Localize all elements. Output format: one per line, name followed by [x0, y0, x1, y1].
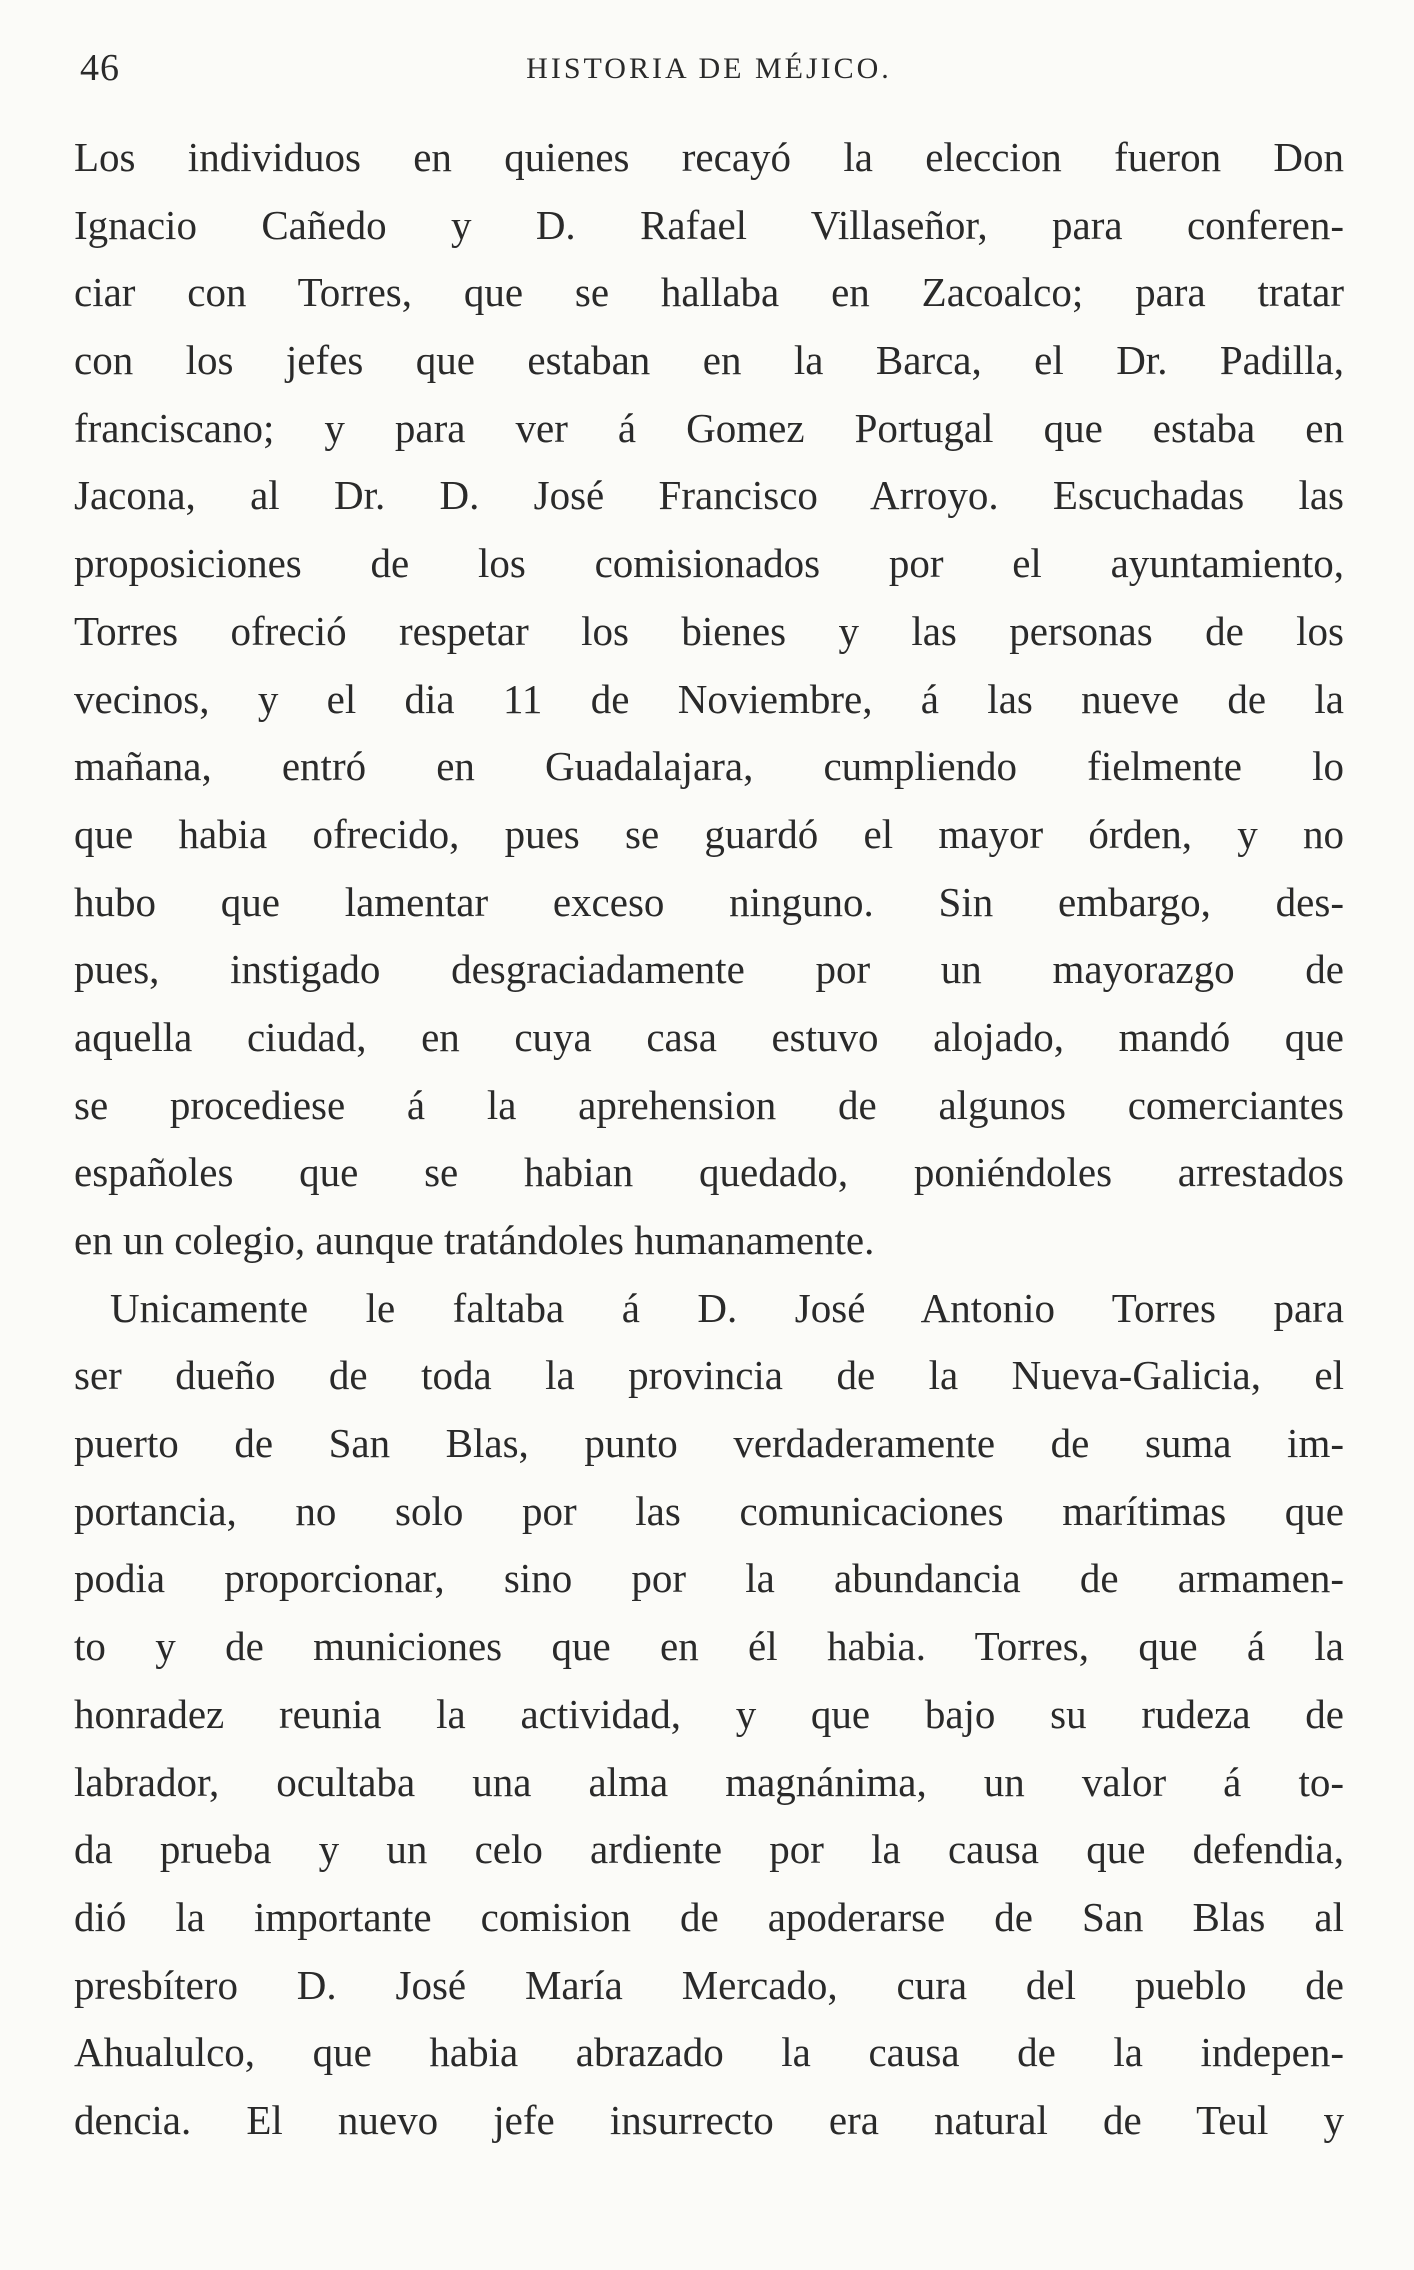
text-line: proposiciones de los comisionados por el ayuntamiento,	[74, 540, 1344, 587]
body-text	[74, 124, 1344, 2155]
text-line: dió la importante comision de apoderarse de San Blas al	[74, 1893, 1344, 1940]
text-line: Jacona, al Dr. D. José Francisco Arroyo. Escuchadas las	[74, 472, 1344, 519]
text-line: españoles que se habian quedado, poniéndoles arrestados	[74, 1149, 1344, 1196]
text-line: ser dueño de toda la provincia de la Nueva-Galicia, el	[74, 1352, 1344, 1399]
page-number: 46	[80, 47, 120, 89]
text-line: portancia, no solo por las comunicaciones marítimas que	[74, 1487, 1344, 1534]
text-line: hubo que lamentar exceso ninguno. Sin embargo, des-	[74, 878, 1344, 925]
text-line: con los jefes que estaban en la Barca, el Dr. Padilla,	[74, 337, 1344, 384]
text-line: honradez reunia la actividad, y que bajo su rudeza de	[74, 1690, 1344, 1737]
text-line: puerto de San Blas, punto verdaderamente de suma im-	[74, 1420, 1344, 1467]
text-line: Los individuos en quienes recayó la eleccion fueron Don	[74, 134, 1344, 180]
running-title: HISTORIA DE MÉJICO.	[526, 52, 892, 85]
text-line: Ahualulco, que habia abrazado la causa de la indepen-	[74, 2029, 1344, 2076]
text-line: Torres ofreció respetar los bienes y las personas de los	[74, 607, 1344, 654]
paragraph-start-line: Unicamente le faltaba á D. José Antonio Torres para	[110, 1284, 1344, 1331]
text-line: da prueba y un celo ardiente por la causa que defendia,	[74, 1826, 1344, 1873]
text-line: dencia. El nuevo jefe insurrecto era natural de Teul y	[74, 2096, 1344, 2143]
text-line: franciscano; y para ver á Gomez Portugal que estaba en	[74, 404, 1344, 451]
page-header	[74, 46, 1344, 89]
text-line: to y de municiones que en él habia. Torres, que á la	[74, 1623, 1344, 1670]
book-page	[74, 46, 1344, 2246]
text-line: vecinos, y el dia 11 de Noviembre, á las nueve de la	[74, 675, 1344, 722]
text-line: aquella ciudad, en cuya casa estuvo alojado, mandó que	[74, 1013, 1344, 1060]
text-line: pues, instigado desgraciadamente por un mayorazgo de	[74, 946, 1344, 993]
text-line: Ignacio Cañedo y D. Rafael Villaseñor, para conferen-	[74, 201, 1344, 248]
text-line: ciar con Torres, que se hallaba en Zacoalco; para tratar	[74, 269, 1344, 316]
text-line: presbítero D. José María Mercado, cura del pueblo de	[74, 1961, 1344, 2008]
text-line: se procediese á la aprehension de algunos comerciantes	[74, 1081, 1344, 1128]
paragraph-end-line: en un colegio, aunque tratándoles humanamente.	[74, 1217, 875, 1263]
text-line: mañana, entró en Guadalajara, cumpliendo fielmente lo	[74, 743, 1344, 790]
text-line: que habia ofrecido, pues se guardó el mayor órden, y no	[74, 810, 1344, 857]
text-line: podia proporcionar, sino por la abundancia de armamen-	[74, 1555, 1344, 1602]
text-line: labrador, ocultaba una alma magnánima, un valor á to-	[74, 1758, 1344, 1805]
